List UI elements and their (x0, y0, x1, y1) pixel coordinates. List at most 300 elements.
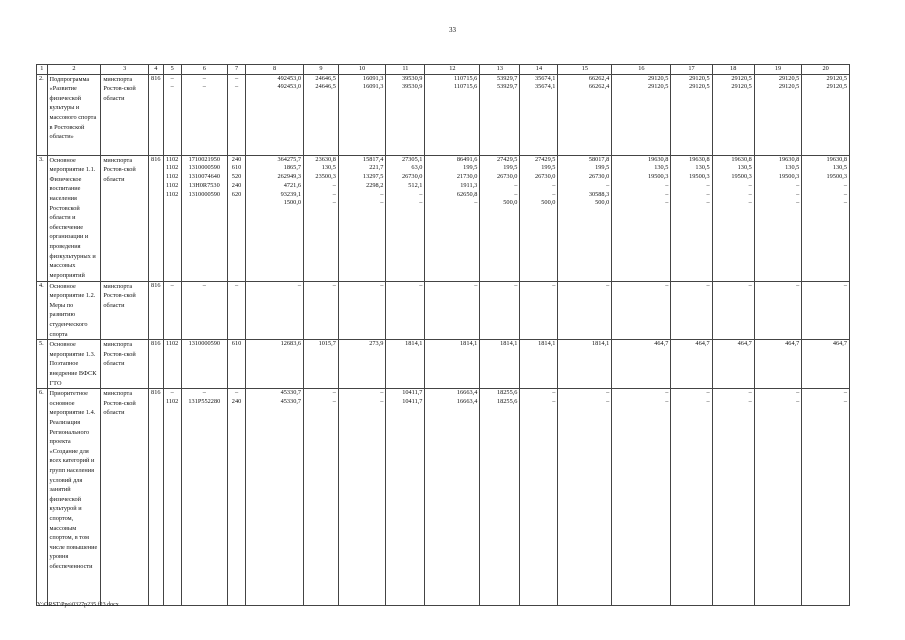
cell-value: 1102 (165, 190, 179, 198)
responsible-agency: минспорта Ростов-ской области (101, 340, 149, 389)
cell-value: 53929,7 (496, 74, 518, 82)
cell-value: – (706, 181, 710, 189)
cell-value: – (234, 74, 239, 82)
cell-value: 110715,6 (453, 74, 478, 82)
responsible-agency: минспорта Ростов-ской области (101, 74, 149, 155)
data-cell (558, 281, 612, 340)
column-number: 20 (802, 65, 850, 75)
data-cell (425, 340, 480, 389)
column-number: 10 (338, 65, 386, 75)
cell-value: 130,5 (321, 164, 336, 172)
data-cell (802, 340, 850, 389)
cell-value: 110715,6 (453, 83, 478, 91)
cell-value: 39530,9 (401, 83, 423, 91)
cell-value: 1102 (165, 340, 179, 348)
cell-value: – (170, 83, 174, 91)
cell-value: 130,5 (832, 164, 847, 172)
cell-value: 464,7 (832, 340, 847, 348)
data-cell (520, 281, 558, 340)
cell-value: 15817,4 (362, 155, 384, 163)
data-cell (386, 281, 425, 340)
data-cell (425, 155, 480, 281)
grbs-code: 816 (148, 74, 163, 155)
cell-value: 464,7 (695, 340, 710, 348)
cell-value: 1814,1 (591, 340, 610, 348)
cell-value: – (606, 397, 610, 405)
column-number: 12 (425, 65, 480, 75)
data-cell (558, 389, 612, 606)
cell-value: 29120,5 (778, 74, 800, 82)
cell-value: – (796, 389, 800, 397)
table-row (37, 340, 850, 389)
data-cell (671, 155, 712, 281)
cell-value: – (552, 389, 556, 397)
cell-value: 29120,5 (689, 74, 710, 82)
cell-value: 240 (231, 155, 242, 163)
cell-value: 19500,3 (778, 173, 800, 181)
data-cell (163, 74, 181, 155)
data-cell (163, 155, 181, 281)
cell-value: – (332, 181, 336, 189)
data-cell (228, 389, 246, 606)
cell-value: – (552, 281, 556, 289)
cell-value: 273,9 (369, 340, 384, 348)
cell-value: 23630,8 (315, 155, 336, 163)
data-cell (671, 74, 712, 155)
data-cell (754, 74, 802, 155)
cell-value: 199,5 (595, 164, 610, 172)
cell-value: 19500,3 (647, 173, 669, 181)
cell-value: – (380, 397, 384, 405)
data-cell (802, 74, 850, 155)
cell-value: 1814,1 (500, 340, 518, 348)
data-cell (612, 74, 671, 155)
data-cell (304, 155, 339, 281)
data-cell (228, 74, 246, 155)
cell-value: – (748, 281, 752, 289)
cell-value: 53929,7 (496, 83, 518, 91)
grbs-code: 816 (148, 281, 163, 340)
data-cell (304, 281, 339, 340)
cell-value: – (234, 281, 239, 289)
cell-value: 45330,7 (280, 397, 302, 405)
data-cell (425, 74, 480, 155)
cell-value: – (796, 199, 800, 207)
cell-value: 27305,1 (401, 155, 423, 163)
data-cell (386, 389, 425, 606)
data-cell (802, 281, 850, 340)
data-cell (228, 340, 246, 389)
program-name: Основное мероприятие 1.1. Физическое воспитание населения Ростовской области и обеспечение организации и проведения физкультурных и массовых мероприятий (47, 155, 101, 281)
cell-value: – (380, 190, 384, 198)
cell-value: – (748, 181, 752, 189)
cell-value: – (665, 397, 669, 405)
cell-value: – (796, 281, 800, 289)
data-cell (425, 389, 480, 606)
cell-value: – (202, 389, 206, 397)
column-number: 1 (37, 65, 48, 75)
column-number: 5 (163, 65, 181, 75)
data-cell (246, 340, 304, 389)
data-cell (338, 340, 386, 389)
cell-value: 1710021950 (188, 155, 221, 163)
cell-value: 16663,4 (456, 397, 478, 405)
column-number: 8 (246, 65, 304, 75)
cell-value: 29120,5 (826, 83, 847, 91)
cell-value: – (665, 190, 669, 198)
row-number: 6. (37, 389, 48, 606)
cell-value: 1310074640 (188, 173, 221, 181)
cell-value: – (552, 181, 556, 189)
data-cell (612, 389, 671, 606)
data-cell (671, 340, 712, 389)
data-cell (712, 74, 754, 155)
table-row (37, 281, 850, 340)
column-number: 9 (304, 65, 339, 75)
data-cell (246, 389, 304, 606)
data-cell (480, 155, 520, 281)
cell-value: 492453,0 (277, 74, 302, 82)
cell-value: – (234, 389, 239, 397)
column-number: 15 (558, 65, 612, 75)
program-name: Основное мероприятие 1.2. Меры по развитию студенческого спорта (47, 281, 101, 340)
cell-value: 610 (231, 164, 242, 172)
cell-value: 27429,5 (534, 155, 556, 163)
data-cell (181, 389, 227, 606)
cell-value: – (843, 389, 847, 397)
cell-value: 131Р552280 (188, 397, 221, 405)
column-number: 3 (101, 65, 149, 75)
cell-value: 16663,4 (456, 389, 478, 397)
cell-value: – (332, 281, 336, 289)
column-number: 17 (671, 65, 712, 75)
cell-value: 18255,6 (496, 397, 518, 405)
cell-value: 27429,5 (496, 155, 518, 163)
data-cell (754, 340, 802, 389)
responsible-agency: минспорта Ростов-ской области (101, 281, 149, 340)
cell-value: 16091,3 (362, 83, 384, 91)
column-number: 7 (228, 65, 246, 75)
cell-value: 364275,7 (277, 155, 302, 163)
data-cell (712, 281, 754, 340)
cell-value: 24646,5 (315, 74, 336, 82)
data-cell (386, 74, 425, 155)
cell-value: – (419, 199, 423, 207)
data-cell (246, 74, 304, 155)
cell-value: 13297,5 (362, 173, 384, 181)
cell-value: 130,5 (785, 164, 800, 172)
footer-file-path: Y:\ORST\Ppo\0327p235.f23.docx (37, 602, 119, 608)
data-cell (181, 340, 227, 389)
data-cell (520, 155, 558, 281)
cell-value: – (606, 281, 610, 289)
cell-value: 199,5 (541, 164, 556, 172)
cell-value: – (170, 74, 174, 82)
cell-value: – (202, 281, 206, 289)
cell-value: – (706, 281, 710, 289)
grbs-code: 816 (148, 155, 163, 281)
cell-value: 1310000590 (188, 190, 221, 198)
cell-value: 39530,9 (401, 74, 423, 82)
data-cell (181, 155, 227, 281)
cell-value: 1310000590 (188, 164, 221, 172)
data-cell (558, 74, 612, 155)
cell-value: 199,5 (463, 164, 478, 172)
cell-value: 500,0 (541, 199, 556, 207)
data-cell (228, 281, 246, 340)
cell-value: 29120,5 (647, 83, 669, 91)
cell-value: – (843, 281, 847, 289)
cell-value: – (665, 199, 669, 207)
cell-value: – (332, 190, 336, 198)
data-cell (712, 155, 754, 281)
cell-value: 130,5 (695, 164, 710, 172)
data-cell (712, 389, 754, 606)
cell-value: 35674,1 (534, 74, 556, 82)
data-cell (712, 340, 754, 389)
data-cell (802, 155, 850, 281)
data-cell (246, 281, 304, 340)
column-number: 4 (148, 65, 163, 75)
cell-value: 58017,8 (588, 155, 610, 163)
data-cell (754, 389, 802, 606)
cell-value: – (706, 199, 710, 207)
cell-value: – (202, 83, 206, 91)
cell-value: 66262,4 (588, 83, 610, 91)
data-cell (480, 281, 520, 340)
cell-value: – (474, 199, 478, 207)
data-cell (163, 281, 181, 340)
cell-value: – (706, 397, 710, 405)
program-name: Подпрограмма «Развитие физической культуры и массового спорта в Ростовской области» (47, 74, 101, 155)
cell-value: – (665, 389, 669, 397)
cell-value: 19630,8 (731, 155, 752, 163)
cell-value: 93239,1 (280, 190, 302, 198)
data-cell (181, 281, 227, 340)
cell-value: – (170, 389, 174, 397)
cell-value: 66262,4 (588, 74, 610, 82)
table-row (37, 74, 850, 155)
budget-table (36, 64, 850, 606)
cell-value: – (796, 397, 800, 405)
data-cell (425, 281, 480, 340)
data-cell (338, 155, 386, 281)
cell-value: 512,1 (408, 181, 423, 189)
cell-value: – (170, 281, 174, 289)
cell-value: – (202, 74, 206, 82)
cell-value: 13Н0R7530 (188, 181, 220, 189)
cell-value: 29120,5 (778, 83, 800, 91)
cell-value: 19500,3 (826, 173, 847, 181)
data-cell (480, 340, 520, 389)
cell-value: 500,0 (595, 199, 610, 207)
cell-value: 19500,3 (689, 173, 710, 181)
cell-value: – (474, 281, 478, 289)
cell-value: – (514, 190, 518, 198)
cell-value: 500,0 (503, 199, 518, 207)
data-cell (386, 340, 425, 389)
data-cell (338, 389, 386, 606)
cell-value: 2298,2 (366, 181, 384, 189)
data-cell (163, 389, 181, 606)
cell-value: 620 (231, 190, 242, 198)
data-cell (520, 340, 558, 389)
cell-value: 464,7 (785, 340, 800, 348)
data-cell (304, 340, 339, 389)
cell-value: 1814,1 (460, 340, 478, 348)
cell-value: 1102 (165, 155, 179, 163)
data-cell (558, 155, 612, 281)
cell-value: – (419, 190, 423, 198)
cell-value: 1814,1 (538, 340, 556, 348)
cell-value: – (552, 397, 556, 405)
data-cell (754, 155, 802, 281)
cell-value: 10411,7 (402, 397, 423, 405)
cell-value: – (665, 181, 669, 189)
cell-value: 24646,5 (315, 83, 336, 91)
cell-value: 19630,8 (647, 155, 669, 163)
data-cell (802, 389, 850, 606)
data-cell (304, 389, 339, 606)
cell-value: 221,7 (369, 164, 384, 172)
cell-value: 26730,0 (401, 173, 423, 181)
row-number: 2. (37, 74, 48, 155)
column-number-row (37, 65, 850, 75)
data-cell (480, 389, 520, 606)
cell-value: 26730,0 (588, 173, 610, 181)
data-cell (520, 74, 558, 155)
data-cell (480, 74, 520, 155)
data-cell (612, 281, 671, 340)
cell-value: – (332, 199, 336, 207)
cell-value: 262949,3 (277, 173, 302, 181)
cell-value: 19630,8 (778, 155, 800, 163)
cell-value: 18255,6 (496, 389, 518, 397)
data-cell (338, 74, 386, 155)
cell-value: 1865,7 (283, 164, 302, 172)
cell-value: – (419, 281, 423, 289)
cell-value: 4721,6 (283, 181, 302, 189)
cell-value: 63,0 (411, 164, 423, 172)
table-row (37, 389, 850, 606)
data-cell (163, 340, 181, 389)
cell-value: 464,7 (737, 340, 752, 348)
column-number: 11 (386, 65, 425, 75)
data-cell (338, 281, 386, 340)
cell-value: 29120,5 (826, 74, 847, 82)
row-number: 3. (37, 155, 48, 281)
column-number: 19 (754, 65, 802, 75)
cell-value: 1102 (165, 181, 179, 189)
cell-value: 26730,0 (496, 173, 518, 181)
data-cell (228, 155, 246, 281)
cell-value: 464,7 (654, 340, 669, 348)
cell-value: 62650,8 (456, 190, 478, 198)
cell-value: 1015,7 (318, 340, 336, 348)
cell-value: – (843, 199, 847, 207)
program-name: Основное мероприятие 1.3. Поэтапное внедрение ВФСК ГТО (47, 340, 101, 389)
cell-value: 240 (231, 397, 242, 405)
column-number: 18 (712, 65, 754, 75)
column-number: 14 (520, 65, 558, 75)
cell-value: – (665, 281, 669, 289)
cell-value: – (380, 389, 384, 397)
cell-value: – (843, 397, 847, 405)
data-cell (520, 389, 558, 606)
cell-value: – (234, 83, 239, 91)
row-number: 4. (37, 281, 48, 340)
column-number: 6 (181, 65, 227, 75)
cell-value: 1814,1 (405, 340, 423, 348)
cell-value: 21730,0 (456, 173, 478, 181)
cell-value: – (606, 389, 610, 397)
cell-value: – (706, 389, 710, 397)
cell-value: – (843, 181, 847, 189)
cell-value: 1310000590 (188, 340, 221, 348)
cell-value: 520 (231, 173, 242, 181)
cell-value: 86491,6 (456, 155, 478, 163)
data-cell (671, 389, 712, 606)
cell-value: 19630,8 (826, 155, 847, 163)
cell-value: – (796, 181, 800, 189)
cell-value: – (606, 181, 610, 189)
cell-value: 130,5 (654, 164, 669, 172)
responsible-agency: минспорта Ростов-ской области (101, 389, 149, 606)
program-name: Приоритетное основное мероприятие 1.4. Реализация Регионального проекта «Создание для всех категорий и групп населения условий для занятий физической культурой и спортом, массовым спортом, в том числе повышение уровня обеспеченности (47, 389, 101, 606)
responsible-agency: минспорта Ростов-ской области (101, 155, 149, 281)
data-cell (181, 74, 227, 155)
cell-value: – (748, 190, 752, 198)
row-number: 5. (37, 340, 48, 389)
cell-value: – (796, 190, 800, 198)
data-cell (246, 155, 304, 281)
cell-value: – (297, 281, 302, 289)
cell-value: 492453,0 (277, 83, 302, 91)
cell-value: 35674,1 (534, 83, 556, 91)
cell-value: 19630,8 (689, 155, 710, 163)
cell-value: 29120,5 (731, 74, 752, 82)
column-number: 13 (480, 65, 520, 75)
cell-value: – (843, 190, 847, 198)
data-cell (558, 340, 612, 389)
cell-value: 29120,5 (731, 83, 752, 91)
cell-value: 29120,5 (647, 74, 669, 82)
cell-value: 610 (231, 340, 242, 348)
cell-value: – (380, 281, 384, 289)
cell-value: 26730,0 (534, 173, 556, 181)
cell-value: 199,5 (503, 164, 518, 172)
data-cell (612, 155, 671, 281)
cell-value: 1102 (165, 164, 179, 172)
cell-value: 29120,5 (689, 83, 710, 91)
cell-value: 23500,3 (315, 173, 336, 181)
cell-value: – (552, 190, 556, 198)
cell-value: 10411,7 (402, 389, 423, 397)
data-cell (612, 340, 671, 389)
column-number: 16 (612, 65, 671, 75)
cell-value: – (380, 199, 384, 207)
cell-value: – (748, 397, 752, 405)
table-row (37, 155, 850, 281)
page-number: 33 (449, 26, 456, 34)
cell-value: – (332, 397, 336, 405)
cell-value: 1500,0 (283, 199, 302, 207)
cell-value: 45330,7 (280, 389, 302, 397)
data-cell (386, 155, 425, 281)
cell-value: 240 (231, 181, 242, 189)
cell-value: – (748, 199, 752, 207)
cell-value: – (514, 181, 518, 189)
